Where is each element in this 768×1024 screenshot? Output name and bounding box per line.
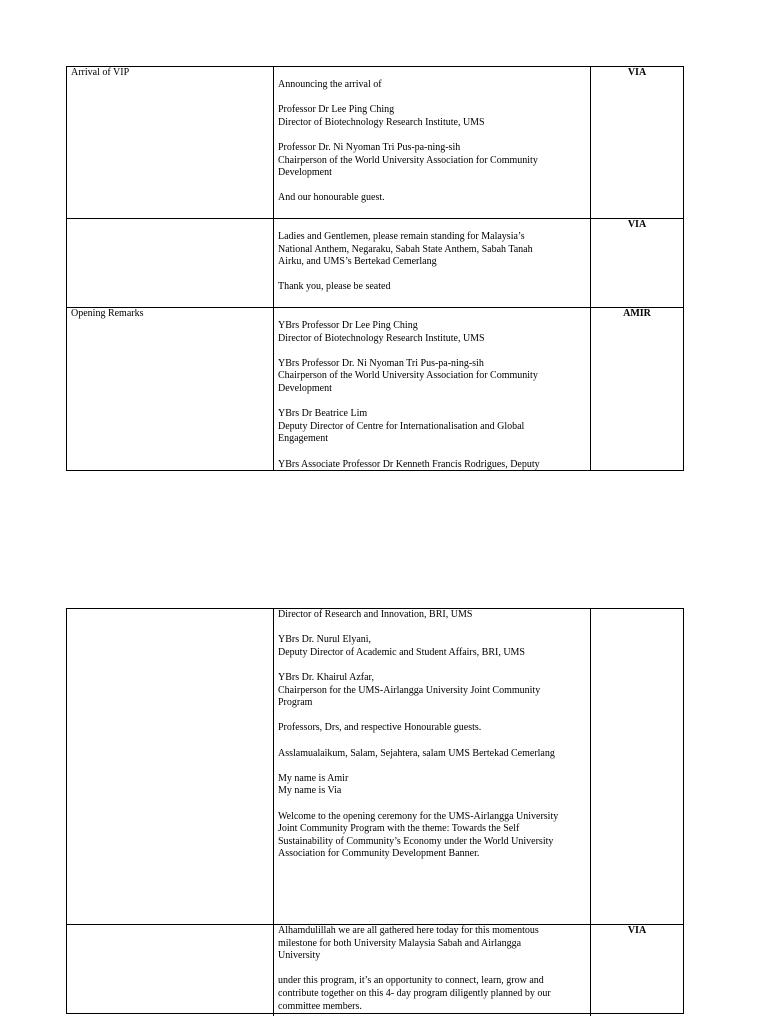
paragraph-gap (278, 659, 586, 672)
table-row (67, 307, 683, 471)
script-content-cell (273, 925, 590, 1016)
paragraph-gap (278, 710, 586, 723)
paragraph-gap (278, 345, 586, 358)
script-line: Announcing the arrival of (278, 79, 382, 90)
paragraph-gap (278, 622, 586, 635)
segment-label-cell (67, 925, 273, 1016)
segment-label: Opening Remarks (71, 308, 144, 319)
script-line: milestone for both University Malaysia Sabah and Airlangga (278, 937, 522, 949)
speaker-label: VIA (627, 925, 647, 936)
script-line: Joint Community Program with the theme: Towards the Self (278, 823, 520, 835)
script-line: Airku, and UMS’s Bertekad Cemerlang (278, 256, 437, 268)
segment-label-cell (67, 308, 273, 471)
paragraph-gap (278, 760, 586, 773)
table-row (67, 609, 683, 924)
paragraph-gap (278, 963, 586, 976)
script-line: Welcome to the opening ceremony for the UMS-Airlangga University (278, 810, 559, 822)
speaker-label: VIA (627, 219, 647, 230)
paragraph-gap (278, 269, 586, 282)
table-row (67, 924, 683, 1016)
script-line: contribute together on this 4- day program diligently planned by our (278, 987, 551, 999)
script-line: And our honourable guest. (278, 192, 385, 204)
speaker-cell (590, 925, 683, 1016)
script-line: Director of Biotechnology Research Institute, UMS (278, 332, 485, 344)
script-line: Association for Community Development Banner. (278, 848, 480, 860)
segment-label-cell (67, 609, 273, 924)
script-line: Alhamdulillah we are all gathered here today for this momentous (278, 925, 539, 936)
script-line: YBrs Professor Dr Lee Ping Ching (278, 320, 418, 331)
script-line: Chairperson of the World University Association for Community (278, 370, 538, 382)
script-line: Director of Research and Innovation, BRI, UMS (278, 609, 473, 620)
speaker-cell (590, 67, 683, 218)
script-line: University (278, 950, 321, 962)
script-table-page-2 (66, 608, 684, 1014)
speaker-cell (590, 308, 683, 471)
script-line: YBrs Dr. Nurul Elyani, (278, 634, 372, 646)
script-line: Professor Dr Lee Ping Ching (278, 104, 395, 116)
paragraph-gap (278, 129, 586, 142)
script-content-cell (273, 308, 590, 471)
script-line: Deputy Director of Academic and Student Affairs, BRI, UMS (278, 646, 525, 658)
paragraph-gap (278, 798, 586, 811)
script-line: YBrs Dr Beatrice Lim (278, 408, 368, 420)
script-line: Chairperson of the World University Association for Community (278, 154, 538, 166)
script-line: YBrs Associate Professor Dr Kenneth Francis Rodrigues, Deputy (278, 458, 540, 470)
script-line: Deputy Director of Centre for Internationalisation and Global (278, 420, 525, 432)
script-line: Ladies and Gentlemen, please remain standing for Malaysia’s (278, 231, 525, 242)
script-line: Program (278, 697, 313, 709)
script-content-cell (273, 219, 590, 308)
script-line: Professor Dr. Ni Nyoman Tri Pus-pa-ning-sih (278, 141, 461, 153)
paragraph-gap (278, 446, 586, 459)
table-row (67, 218, 683, 308)
speaker-label: AMIR (623, 308, 651, 319)
script-line: Engagement (278, 433, 328, 445)
script-line: My name is Amir (278, 772, 349, 784)
segment-label: Arrival of VIP (71, 67, 130, 78)
script-line: Director of Biotechnology Research Institute, UMS (278, 116, 485, 128)
segment-label-cell (67, 219, 273, 308)
speaker-label: VIA (627, 67, 647, 78)
table-row (67, 67, 683, 218)
speaker-cell (590, 219, 683, 308)
script-line: Thank you, please be seated (278, 281, 391, 293)
script-line: YBrs Professor Dr. Ni Nyoman Tri Pus-pa-ning-sih (278, 357, 484, 369)
script-line: National Anthem, Negaraku, Sabah State Anthem, Sabah Tanah (278, 243, 533, 255)
script-line: Sustainability of Community’s Economy under the World University (278, 835, 554, 847)
segment-label-cell (67, 67, 273, 218)
script-line: Development (278, 382, 332, 394)
script-line: My name is Via (278, 785, 342, 797)
paragraph-gap (278, 735, 586, 748)
script-line: Chairperson for the UMS-Airlangga University Joint Community (278, 684, 541, 696)
script-table-page-1 (66, 66, 684, 471)
script-line: Development (278, 167, 332, 179)
script-content-cell (273, 609, 590, 924)
script-line: Professors, Drs, and respective Honourable guests. (278, 722, 482, 734)
script-content-cell (273, 67, 590, 218)
paragraph-gap (278, 180, 586, 193)
script-line: under this program, it’s an opportunity to connect, learn, grow and (278, 975, 544, 987)
paragraph-gap (278, 92, 586, 105)
paragraph-gap (278, 396, 586, 409)
script-line: committee members. (278, 1000, 362, 1012)
script-line: Asslamualaikum, Salam, Sejahtera, salam UMS Bertekad Cemerlang (278, 747, 555, 759)
script-line: YBrs Dr. Khairul Azfar, (278, 671, 374, 683)
speaker-cell (590, 609, 683, 924)
